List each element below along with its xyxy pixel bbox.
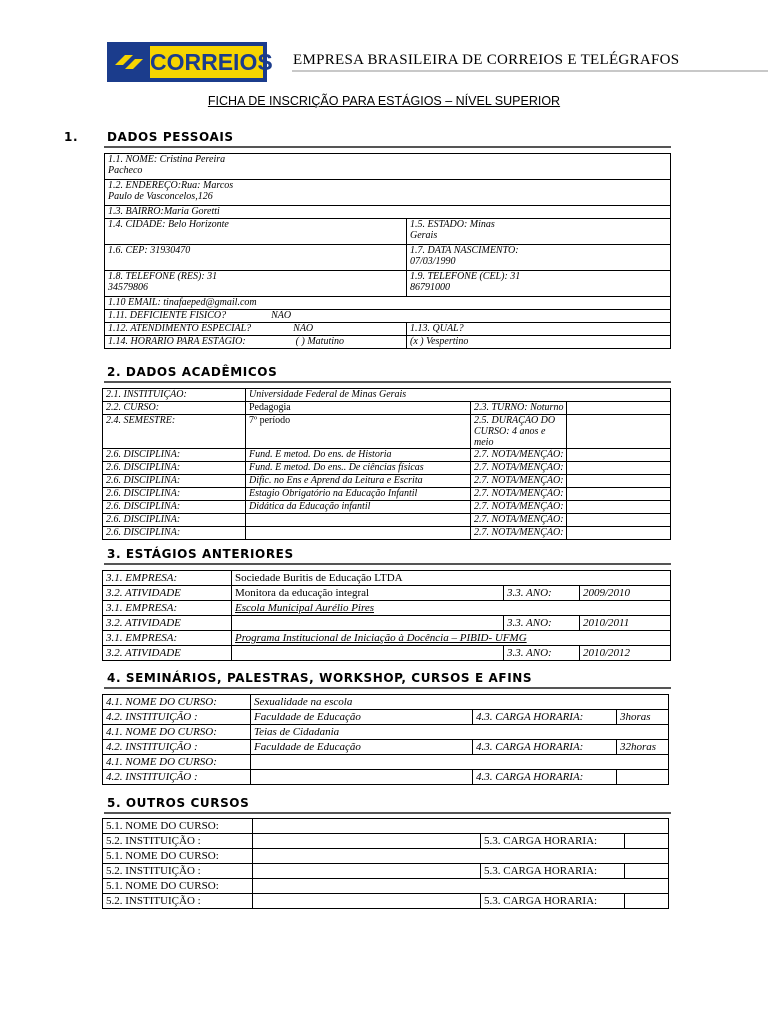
disciplina-label: 2.6. DISCIPLINA: (103, 527, 246, 540)
seminar-curso-label: 4.1. NOME DO CURSO: (103, 725, 251, 740)
atividade-value (232, 616, 504, 631)
correios-emblem-icon (113, 51, 145, 73)
section-3-divider (104, 563, 671, 565)
table-row (103, 527, 671, 540)
disciplina-label: 2.6. DISCIPLINA: (103, 462, 246, 475)
horario-field: 1.14. HORARIO PARA ESTÁGIO: ( ) Matutino (105, 336, 407, 349)
ano-value: 2009/2010 (580, 586, 671, 601)
other-inst-value (253, 834, 481, 849)
seminar-carga-label: 4.3. CARGA HORARIA: (473, 710, 617, 725)
seminar-inst-value: Faculdade de Educação (251, 710, 473, 725)
table-row (103, 601, 671, 616)
atividade-label: 3.2. ATIVIDADE (103, 646, 232, 661)
table-row (103, 631, 671, 646)
other-inst-label: 5.2. INSTITUIÇÃO : (103, 864, 253, 879)
table-row (103, 488, 671, 501)
seminar-inst-label: 4.2. INSTITUIÇÃO : (103, 710, 251, 725)
other-carga-value (625, 864, 669, 879)
section-2-divider (104, 381, 671, 383)
other-curso-label: 5.1. NOME DO CURSO: (103, 879, 253, 894)
nota-value (567, 514, 671, 527)
other-curso-label: 5.1. NOME DO CURSO: (103, 819, 253, 834)
other-inst-value (253, 894, 481, 909)
nota-label: 2.7. NOTA/MENÇÃO: (471, 488, 567, 501)
other-inst-label: 5.2. INSTITUIÇÃO : (103, 894, 253, 909)
empresa-value: Sociedade Buritis de Educação LTDA (232, 571, 671, 586)
atividade-value (232, 646, 504, 661)
disciplina-label: 2.6. DISCIPLINA: (103, 501, 246, 514)
table-row (103, 475, 671, 488)
bairro-field: 1.3. BAIRRO:Maria Goretti (105, 206, 671, 219)
ano-label: 3.3. ANO: (504, 646, 580, 661)
section-5-title: 5. OUTROS CURSOS (107, 796, 250, 810)
disciplina-name: Dific. no Ens e Aprend da Leitura e Escrita (246, 475, 471, 488)
instituicao-label: 2.1. INSTITUIÇÃO: (103, 389, 246, 402)
nota-value (567, 449, 671, 462)
semestre-label: 2.4. SEMESTRE: (103, 415, 246, 449)
other-curso-value (253, 819, 669, 834)
other-curso-value (253, 879, 669, 894)
nota-label: 2.7. NOTA/MENÇÃO: (471, 462, 567, 475)
telefone-res-field: 1.8. TELEFONE (RES): 31 34579806 (105, 271, 407, 297)
seminar-carga-label: 4.3. CARGA HORARIA: (473, 740, 617, 755)
empresa-label: 3.1. EMPRESA: (103, 571, 232, 586)
nota-value (567, 488, 671, 501)
seminar-carga-label: 4.3. CARGA HORARIA: (473, 770, 617, 785)
turno-empty (567, 402, 671, 415)
correios-logo (107, 42, 273, 82)
other-inst-label: 5.2. INSTITUIÇÃO : (103, 834, 253, 849)
qual-field: 1.13. QUAL? (407, 323, 671, 336)
empresa-label: 3.1. EMPRESA: (103, 631, 232, 646)
table-row (103, 449, 671, 462)
seminars-table (102, 694, 669, 785)
seminar-inst-label: 4.2. INSTITUIÇÃO : (103, 770, 251, 785)
internships-table (102, 570, 671, 661)
atividade-label: 3.2. ATIVIDADE (103, 616, 232, 631)
table-row (103, 586, 671, 601)
table-row (103, 501, 671, 514)
disciplina-label: 2.6. DISCIPLINA: (103, 449, 246, 462)
section-1-title: DADOS PESSOAIS (107, 130, 234, 144)
table-row (103, 834, 669, 849)
seminar-curso-label: 4.1. NOME DO CURSO: (103, 755, 251, 770)
ano-label: 3.3. ANO: (504, 586, 580, 601)
atividade-label: 3.2. ATIVIDADE (103, 586, 232, 601)
nota-label: 2.7. NOTA/MENÇÃO: (471, 514, 567, 527)
nota-label: 2.7. NOTA/MENÇÃO: (471, 449, 567, 462)
other-carga-value (625, 894, 669, 909)
logo-text: CORREIOS (150, 49, 273, 75)
nota-value (567, 475, 671, 488)
empresa-value: Programa Institucional de Iniciação à Docência – PIBID- UFMG (232, 631, 671, 646)
disciplina-name: Fund. E metod. Do ens.. De ciências físicas (246, 462, 471, 475)
cep-field: 1.6. CEP: 31930470 (105, 245, 407, 271)
seminar-curso-label: 4.1. NOME DO CURSO: (103, 695, 251, 710)
other-courses-table (102, 818, 669, 909)
estado-field: 1.5. ESTADO: Minas Gerais (407, 219, 671, 245)
table-row (103, 849, 669, 864)
table-row (103, 616, 671, 631)
duracao-field: 2.5. DURAÇÃO DO CURSO: 4 anos e meio (471, 415, 567, 449)
seminar-inst-label: 4.2. INSTITUIÇÃO : (103, 740, 251, 755)
disciplina-name: Fund. E metod. Do ens. de Historia (246, 449, 471, 462)
table-row (103, 770, 669, 785)
nome-field: 1.1. NOME: Cristina Pereira Pacheco (105, 154, 671, 180)
other-curso-value (253, 849, 669, 864)
personal-data-table (104, 153, 671, 349)
section-3-title: 3. ESTÁGIOS ANTERIORES (107, 547, 294, 561)
duracao-empty (567, 415, 671, 449)
disciplina-name (246, 527, 471, 540)
other-carga-label: 5.3. CARGA HORARIA: (481, 834, 625, 849)
table-row (103, 725, 669, 740)
table-row (103, 879, 669, 894)
ano-value: 2010/2012 (580, 646, 671, 661)
table-row (103, 514, 671, 527)
nota-label: 2.7. NOTA/MENÇÃO: (471, 527, 567, 540)
seminar-carga-value: 32horas (617, 740, 669, 755)
telefone-cel-field: 1.9. TELEFONE (CEL): 31 86791000 (407, 271, 671, 297)
disciplina-name (246, 514, 471, 527)
instituicao-value: Universidade Federal de Minas Gerais (246, 389, 671, 402)
section-1-divider (104, 146, 671, 148)
deficiente-field: 1.11. DEFICIENTE FISICO? NÃO (105, 310, 671, 323)
seminar-curso-value: Teias de Cidadania (251, 725, 669, 740)
seminar-inst-value (251, 770, 473, 785)
section-2-title: 2. DADOS ACADÊMICOS (107, 365, 278, 379)
table-row (103, 894, 669, 909)
endereco-field: 1.2. ENDEREÇO:Rua: Marcos Paulo de Vasconcelos,126 (105, 180, 671, 206)
table-row (103, 864, 669, 879)
ano-value: 2010/2011 (580, 616, 671, 631)
nota-value (567, 527, 671, 540)
cidade-field: 1.4. CIDADE: Belo Horizonte (105, 219, 407, 245)
disciplina-label: 2.6. DISCIPLINA: (103, 514, 246, 527)
table-row (103, 462, 671, 475)
section-5-divider (104, 812, 671, 814)
other-carga-label: 5.3. CARGA HORARIA: (481, 864, 625, 879)
atendimento-field: 1.12. ATENDIMENTO ESPECIAL? NÃO (105, 323, 407, 336)
empresa-label: 3.1. EMPRESA: (103, 601, 232, 616)
ano-label: 3.3. ANO: (504, 616, 580, 631)
semestre-value: 7º período (246, 415, 471, 449)
table-row (103, 571, 671, 586)
section-1-number: 1. (64, 130, 79, 144)
table-row (103, 819, 669, 834)
seminar-carga-value: 3horas (617, 710, 669, 725)
nota-value (567, 462, 671, 475)
table-row (103, 740, 669, 755)
seminar-curso-value (251, 755, 669, 770)
table-row (103, 755, 669, 770)
disciplina-name: Didática da Educação infantil (246, 501, 471, 514)
section-4-divider (104, 687, 671, 689)
turno-field: 2.3. TURNO: Noturno (471, 402, 567, 415)
nota-label: 2.7. NOTA/MENÇÃO: (471, 475, 567, 488)
atividade-value: Monitora da educação integral (232, 586, 504, 601)
table-row (103, 695, 669, 710)
disciplina-name: Estagio Obrigatório na Educação Infantil (246, 488, 471, 501)
seminar-curso-value: Sexualidade na escola (251, 695, 669, 710)
horario-vespertino-option[interactable]: (x ) Vespertino (407, 336, 671, 349)
section-4-title: 4. SEMINÁRIOS, PALESTRAS, WORKSHOP, CURSOS E AFINS (107, 671, 533, 685)
table-row (103, 710, 669, 725)
horario-matutino-option[interactable]: ( ) Matutino (295, 336, 344, 347)
nota-value (567, 501, 671, 514)
other-inst-value (253, 864, 481, 879)
form-title: FICHA DE INSCRIÇÃO PARA ESTÁGIOS – NÍVEL SUPERIOR (207, 94, 561, 108)
other-curso-label: 5.1. NOME DO CURSO: (103, 849, 253, 864)
other-carga-value (625, 834, 669, 849)
disciplina-label: 2.6. DISCIPLINA: (103, 488, 246, 501)
seminar-inst-value: Faculdade de Educação (251, 740, 473, 755)
other-carga-label: 5.3. CARGA HORARIA: (481, 894, 625, 909)
nascimento-field: 1.7. DATA NASCIMENTO: 07/03/1990 (407, 245, 671, 271)
table-row (103, 646, 671, 661)
academic-table (102, 388, 671, 540)
empresa-value: Escola Municipal Aurélio Pires (232, 601, 671, 616)
disciplina-label: 2.6. DISCIPLINA: (103, 475, 246, 488)
company-name: EMPRESA BRASILEIRA DE CORREIOS E TELÉGRAFOS (293, 52, 680, 68)
seminar-carga-value (617, 770, 669, 785)
header-divider (292, 70, 768, 72)
curso-value: Pedagogia (246, 402, 471, 415)
nota-label: 2.7. NOTA/MENÇÃO: (471, 501, 567, 514)
curso-label: 2.2. CURSO: (103, 402, 246, 415)
email-field: 1.10 EMAIL: tinafaeped@gmail.com (105, 297, 671, 310)
